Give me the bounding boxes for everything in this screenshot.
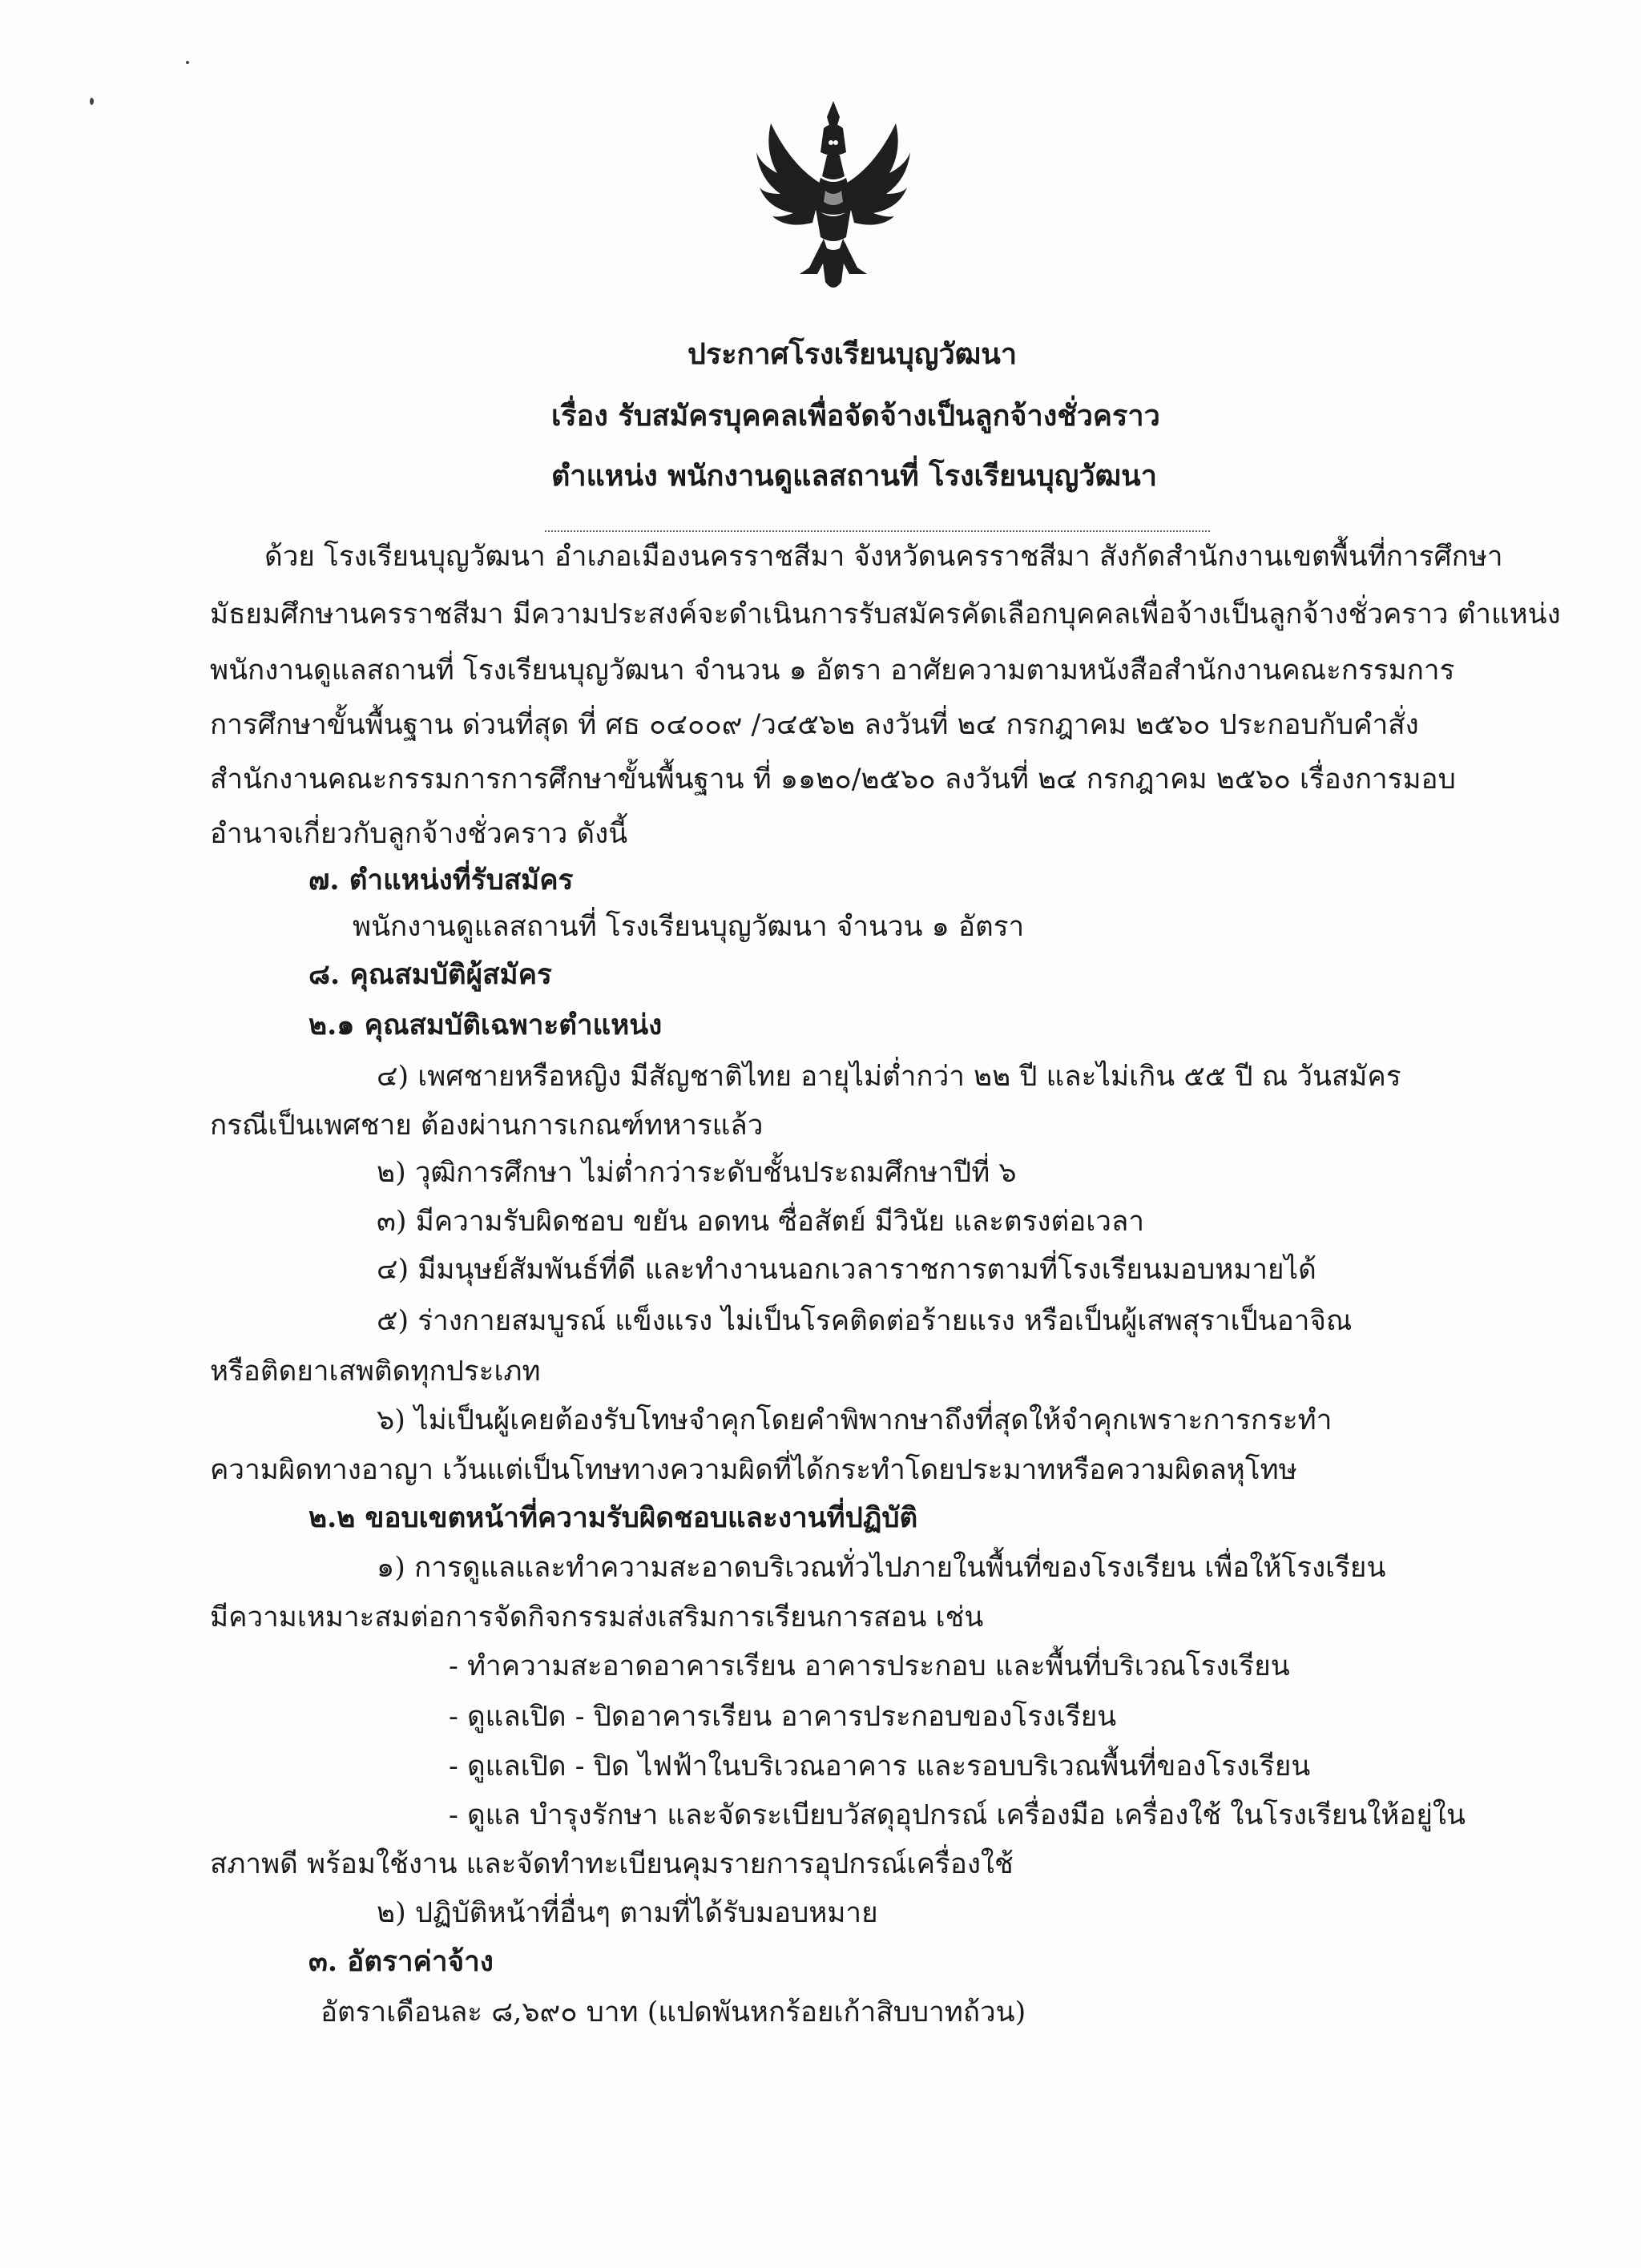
subsection-heading-specific: ๒.๑ คุณสมบัติเฉพาะตำแหน่ง xyxy=(308,1009,663,1041)
header-separator xyxy=(545,530,1210,532)
intro-line: มัธยมศึกษานครราชสีมา มีความประสงค์จะดำเนินการรับสมัครคัดเลือกบุคคลเพื่อจ้างเป็นลูกจ้างชั่วคราว ตำแหน่ง xyxy=(210,598,1561,630)
section-text-position: พนักงานดูแลสถานที่ โรงเรียนบุญวัฒนา จำนวน ๑ อัตรา xyxy=(353,911,1025,943)
duty-bullet: สภาพดี พร้อมใช้งาน และจัดทำทะเบียนคุมรายการอุปกรณ์เครื่องใช้ xyxy=(210,1848,1014,1880)
duty-bullet: - ดูแล บำรุงรักษา และจัดระเบียบวัสดุอุปกรณ์ เครื่องมือ เครื่องใช้ ในโรงเรียนให้อยู่ใน xyxy=(449,1799,1466,1831)
qualification-item: หรือติดยาเสพติดทุกประเภท xyxy=(210,1356,541,1388)
qualification-item: ๔) เพศชายหรือหญิง มีสัญชาติไทย อายุไม่ต่ำกว่า ๒๒ ปี และไม่เกิน ๕๕ ปี ณ วันสมัคร xyxy=(377,1061,1401,1093)
garuda-emblem xyxy=(753,96,913,296)
duty-bullet: - ดูแลเปิด - ปิดอาคารเรียน อาคารประกอบของโรงเรียน xyxy=(449,1701,1117,1733)
announcement-subject: เรื่อง รับสมัครบุคคลเพื่อจัดจ้างเป็นลูกจ้างชั่วคราว xyxy=(551,399,1160,433)
duty-bullet: - ดูแลเปิด - ปิด ไฟฟ้าในบริเวณอาคาร และรอบบริเวณพื้นที่ของโรงเรียน xyxy=(449,1750,1311,1783)
announcement-position: ตำแหน่ง พนักงานดูแลสถานที่ โรงเรียนบุญวัฒนา xyxy=(551,459,1157,493)
qualification-item: ๖) ไม่เป็นผู้เคยต้องรับโทษจำคุกโดยคำพิพากษาถึงที่สุดให้จำคุกเพราะการกระทำ xyxy=(377,1404,1333,1436)
qualification-item: ๕) ร่างกายสมบูรณ์ แข็งแรง ไม่เป็นโรคติดต่อร้ายแรง หรือเป็นผู้เสพสุราเป็นอาจิณ xyxy=(377,1305,1353,1337)
scan-speck xyxy=(90,98,94,105)
qualification-item: ๒) วุฒิการศึกษา ไม่ต่ำกว่าระดับชั้นประถมศึกษาปีที่ ๖ xyxy=(377,1157,1017,1189)
intro-line: การศึกษาขั้นพื้นฐาน ด่วนที่สุด ที่ ศธ ๐๔๐๐๙ /ว๔๕๖๒ ลงวันที่ ๒๔ กรกฎาคม ๒๕๖๐ ประกอบกับคำสั่ง xyxy=(210,709,1419,741)
duty-bullet: - ทำความสะอาดอาคารเรียน อาคารประกอบ และพื้นที่บริเวณโรงเรียน xyxy=(449,1650,1290,1682)
qualification-item: กรณีเป็นเพศชาย ต้องผ่านการเกณฑ์ทหารแล้ว xyxy=(210,1110,764,1142)
qualification-item: ๔) มีมนุษย์สัมพันธ์ที่ดี และทำงานนอกเวลาราชการตามที่โรงเรียนมอบหมายได้ xyxy=(377,1254,1316,1286)
subsection-heading-duties: ๒.๒ ขอบเขตหน้าที่ความรับผิดชอบและงานที่ปฏิบัติ xyxy=(308,1501,918,1534)
section-text-wage: อัตราเดือนละ ๘,๖๙๐ บาท (แปดพันหกร้อยเก้าสิบบาทถ้วน) xyxy=(321,1996,1026,2028)
section-heading-position: ๗. ตำแหน่งที่รับสมัคร xyxy=(308,864,574,896)
intro-line: อำนาจเกี่ยวกับลูกจ้างชั่วคราว ดังนี้ xyxy=(210,818,628,850)
scan-speck xyxy=(186,61,189,64)
announcement-title: ประกาศโรงเรียนบุญวัฒนา xyxy=(687,337,1018,371)
section-heading-wage: ๓. อัตราค่าจ้าง xyxy=(308,1945,494,1978)
intro-line: ด้วย โรงเรียนบุญวัฒนา อำเภอเมืองนครราชสีมา จังหวัดนครราชสีมา สังกัดสำนักงานเขตพื้นที่การศึกษา xyxy=(264,541,1503,573)
intro-line: พนักงานดูแลสถานที่ โรงเรียนบุญวัฒนา จำนวน ๑ อัตรา อาศัยความตามหนังสือสำนักงานคณะกรรมการ xyxy=(210,655,1455,687)
section-heading-qualifications: ๘. คุณสมบัติผู้สมัคร xyxy=(308,958,552,991)
qualification-item: ความผิดทางอาญา เว้นแต่เป็นโทษทางความผิดที่ได้กระทำโดยประมาทหรือความผิดลหุโทษ xyxy=(210,1454,1297,1486)
duty-item: ๒) ปฏิบัติหน้าที่อื่นๆ ตามที่ได้รับมอบหมาย xyxy=(377,1897,878,1929)
duty-item: ๑) การดูแลและทำความสะอาดบริเวณทั่วไปภายในพื้นที่ของโรงเรียน เพื่อให้โรงเรียน xyxy=(377,1552,1386,1584)
duty-item: มีความเหมาะสมต่อการจัดกิจกรรมส่งเสริมการเรียนการสอน เช่น xyxy=(210,1601,984,1634)
intro-line: สำนักงานคณะกรรมการการศึกษาขั้นพื้นฐาน ที่ ๑๑๒๐/๒๕๖๐ ลงวันที่ ๒๔ กรกฎาคม ๒๕๖๐ เรื่องการมอบ xyxy=(210,763,1456,796)
qualification-item: ๓) มีความรับผิดชอบ ขยัน อดทน ซื่อสัตย์ มีวินัย และตรงต่อเวลา xyxy=(377,1206,1144,1238)
